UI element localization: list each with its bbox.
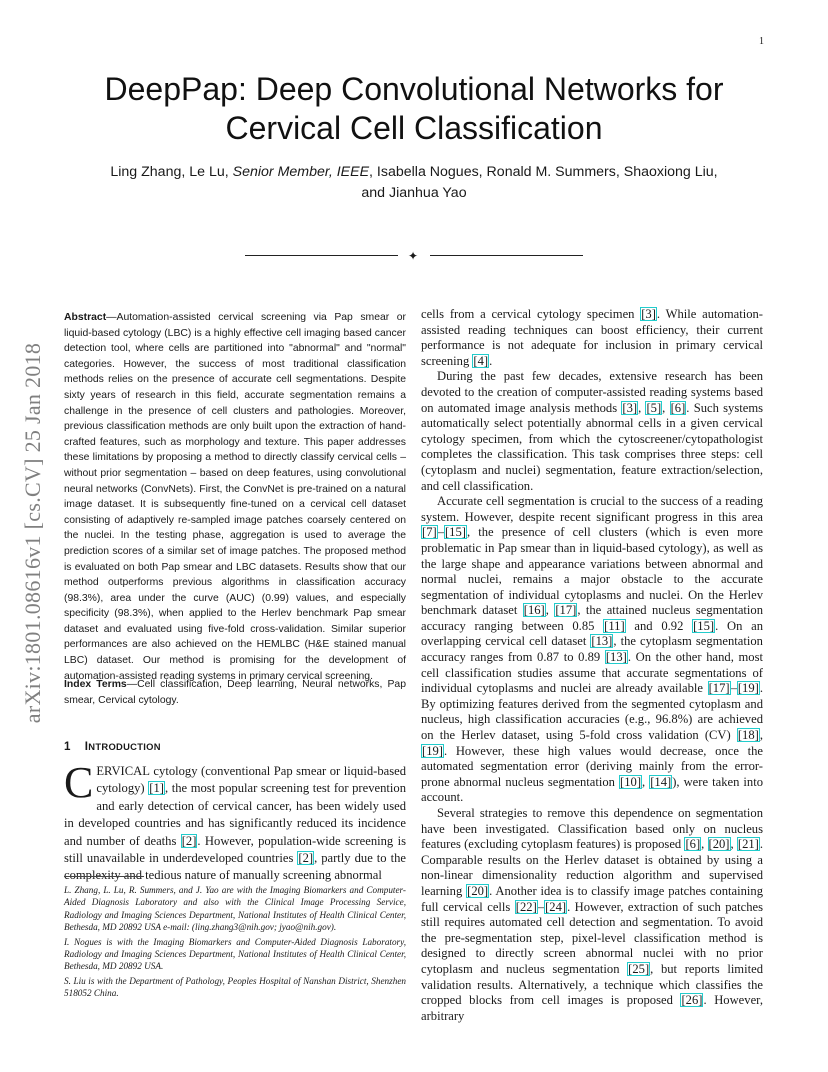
body-text: Accurate cell segmentation is crucial to the success of a reading system. However, despite recent significant progress in this area bbox=[421, 494, 763, 524]
footnote: I. Nogues is with the Imaging Biomarkers and Computer-Aided Diagnosis Laboratory, Radiology and Imaging Sciences Department, National Institutes of Health Clinical Center, Bethesda, MD 20892 USA. bbox=[64, 936, 406, 972]
introduction-paragraph bbox=[64, 758, 406, 885]
citation-link[interactable]: [19] bbox=[422, 743, 443, 758]
body-text: . Comparable results on the Herlev dataset is obtained by using a non-linear dimensionality reduction algorithm and supervised learning bbox=[421, 837, 764, 898]
citation-link[interactable]: [6] bbox=[670, 400, 686, 415]
section-heading-introduction bbox=[64, 740, 161, 753]
body-text: – bbox=[437, 525, 444, 540]
body-text: ), were taken into account. bbox=[421, 774, 764, 805]
body-text: , but reports limited validation results. Alternatively, a technique which classifies the cropped blocks from cell images is proposed bbox=[421, 961, 763, 1008]
authors-text-b: , Isabella Nogues, Ronald M. Summers, Shaoxiong Liu, bbox=[369, 164, 718, 180]
authors-line-1 bbox=[80, 162, 748, 183]
intro-smallcaps: ERVICAL bbox=[96, 764, 150, 778]
body-text: . Such systems automatically select potentially abnormal cells in a given cervical cytology specimen, from which the cytoscreener/cytopathologist completes the classification. This task comprises three steps: cell (cytoplasm and nuclei) segmentation, feature extraction/selection, and cell classification. bbox=[421, 400, 764, 493]
intro-text: , the most popular screening test for prevention and early detection of cervical cancer, has been widely used in developed countries and has significantly reduced its incidence and number of deaths bbox=[64, 781, 406, 848]
citation-link[interactable]: [2] bbox=[181, 833, 197, 848]
footnote: L. Zhang, L. Lu, R. Summers, and J. Yao are with the Imaging Biomarkers and Computer-Aided Diagnosis Laboratory and also with the Clinical Image Processing Service, Radiology and Imaging Sciences Department, National Institutes of Health Clinical Center, Bethesda, MD 20892 USA e-mail: (ling.zhang3@nih.gov; jyao@nih.gov). bbox=[64, 885, 406, 933]
separator-rule-right bbox=[430, 255, 583, 256]
body-text: . By optimizing features derived from the segmented cytoplasm and nucleus, high classification accuracies (e.g., 96.8%) are achieved on the Herlev dataset, using 5-fold cross validation (CV) bbox=[421, 681, 763, 743]
section-number: 1 bbox=[64, 740, 71, 753]
citation-link[interactable]: [10] bbox=[620, 774, 642, 789]
intro-text: cytology (conventional Pap smear or liquid-based cytology) bbox=[96, 764, 406, 796]
body-text: . Another idea is to classify image patches containing full cervical cells bbox=[421, 883, 763, 914]
citation-link[interactable]: [17] bbox=[708, 681, 730, 696]
citation-link[interactable]: [18] bbox=[737, 728, 759, 743]
citation-link[interactable]: [7] bbox=[422, 525, 437, 540]
body-text: . However, arbitrary bbox=[421, 993, 763, 1023]
body-text: . However, extraction of such patches still requires automated cell detection and segmentation. To avoid the pre-segmentation step, pixel-level classification method is designed to directly screen abnormal nuclei with no prior cytoplasm and nucleus segmentation bbox=[421, 899, 763, 976]
footnote-rule bbox=[64, 876, 144, 877]
citation-link[interactable]: [15] bbox=[693, 618, 715, 633]
citation-link[interactable]: [25] bbox=[628, 961, 650, 976]
body-text: , bbox=[759, 728, 763, 743]
citation-link[interactable]: [2] bbox=[298, 851, 314, 866]
body-text: . While automation-assisted reading techniques can boost efficiency, their current performance is not adequate for inclusion in primary cervical screening bbox=[421, 307, 763, 368]
page-number: 1 bbox=[759, 36, 764, 47]
body-text: – bbox=[730, 681, 737, 696]
citation-link[interactable]: [22] bbox=[515, 899, 537, 914]
separator-rule-left bbox=[245, 255, 398, 256]
right-column bbox=[421, 307, 763, 1024]
citation-link[interactable]: [21] bbox=[737, 837, 759, 852]
body-text: , the presence of cell clusters (which is even more problematic in Pap smear than in liquid-based cytology), as well as the large shape and appearance variations between abnormal and normal nuclei, remains a major obstacle to the accurate segmentation of individual cytoplasms and nuclei. On the Herlev benchmark dataset bbox=[421, 525, 763, 618]
citation-link[interactable]: [1] bbox=[149, 781, 164, 796]
authors-line-2: and Jianhua Yao bbox=[361, 185, 467, 201]
intro-text: . However, population-wide screening is still unavailable in underdeveloped countries bbox=[64, 833, 406, 866]
body-text: . bbox=[489, 353, 493, 368]
footnote: S. Liu is with the Department of Pathology, Peoples Hospital of Nanshan District, Shenzhen 518052 China. bbox=[64, 975, 406, 999]
author-list bbox=[80, 162, 748, 204]
section-title-initial: I bbox=[84, 740, 89, 753]
body-text: – bbox=[537, 899, 545, 914]
body-text: , the cytoplasm segmentation accuracy ranges from 0.87 to 0.89 bbox=[421, 634, 763, 665]
authors-text-a: Ling Zhang, Le Lu, bbox=[110, 164, 233, 180]
citation-link[interactable]: [24] bbox=[545, 899, 567, 914]
citation-link[interactable]: [11] bbox=[604, 618, 625, 633]
abstract bbox=[64, 310, 406, 684]
diamond-icon: ✦ bbox=[408, 249, 419, 263]
citation-link[interactable]: [3] bbox=[641, 307, 656, 321]
citation-link[interactable]: [15] bbox=[444, 525, 466, 540]
footnotes bbox=[64, 884, 406, 1002]
authors-membership: Senior Member, IEEE bbox=[232, 164, 370, 180]
citation-link[interactable]: [4] bbox=[473, 353, 489, 368]
paper-title bbox=[80, 70, 748, 148]
body-paragraph bbox=[421, 494, 763, 806]
body-text: , bbox=[701, 837, 708, 852]
body-text: . On an overlapping cervical cell dataset bbox=[421, 618, 763, 649]
index-terms bbox=[64, 677, 406, 708]
citation-link[interactable]: [6] bbox=[685, 837, 701, 852]
body-paragraph bbox=[421, 369, 763, 494]
body-text: , bbox=[545, 603, 555, 618]
body-text: cells from a cervical cytology specimen bbox=[421, 307, 641, 321]
citation-link[interactable]: [16] bbox=[523, 603, 545, 618]
citation-link[interactable]: [13] bbox=[591, 634, 613, 649]
body-text: , bbox=[662, 400, 670, 415]
citation-link[interactable]: [19] bbox=[737, 681, 759, 696]
body-text: During the past few decades, extensive research has been devoted to the creation of computer-assisted reading systems based on automated image analysis methods bbox=[421, 369, 763, 415]
citation-link[interactable]: [5] bbox=[646, 400, 662, 415]
body-paragraph bbox=[421, 806, 763, 1024]
body-text: Several strategies to remove this dependence on segmentation have been investigated. Classification based only on nucleus features (excluding cytoplasm features) is proposed bbox=[421, 806, 763, 852]
body-text: , bbox=[638, 400, 646, 415]
index-terms-text: —Cell classification, Deep learning, Neural networks, Pap smear, Cervical cytology. bbox=[64, 679, 406, 706]
intro-text: , partly due to the complexity and tedious nature of manually screening abnormal bbox=[64, 851, 406, 883]
citation-link[interactable]: [13] bbox=[605, 650, 627, 665]
body-paragraph bbox=[421, 307, 763, 369]
citation-link[interactable]: [26] bbox=[681, 993, 703, 1008]
body-text: , the attained nucleus segmentation accuracy ranging between 0.85 bbox=[421, 603, 764, 633]
abstract-text: —Automation-assisted cervical screening via Pap smear or liquid-based cytology (LBC) is a highly effective cell imaging based cancer detection tool, where cells are partitioned into "abnormal" and "normal" categories. However, the success of most traditional classification methods relies on the presence of accurate cell segmentations. Despite sixty years of research in this field, accurate segmentation remains a challenge in the presence of cell clusters and pathologies. Moreover, previous classification methods are only built upon the extraction of hand-crafted features, such as morphology and texture. This paper addresses these limitations by proposing a method to directly classify cervical cells – without prior segmentation – based on deep features, using convolutional neural networks (ConvNets). First, the ConvNet is pre-trained on a natural image dataset. It is subsequently fine-tuned on a cervical cell dataset consisting of adaptively re-sampled image patches coarsely centered on the nuclei. In the testing phase, aggregation is used to average the prediction scores of a similar set of image patches. The proposed method is evaluated on both Pap smear and LBC datasets. Results show that our method outperforms previous algorithms in classification accuracy (98.3%), area under the curve (AUC) (0.99) values, and especially specificity (98.3%), when applied to the Herlev benchmark Pap smear dataset and evaluated using five-fold cross-validation. Similar superior performances are also achieved on the HEMLBC (H&E stained manual LBC) dataset. Our method is promising for the development of automation-assisted reading systems in primary cervical screening. bbox=[64, 312, 406, 682]
citation-link[interactable]: [20] bbox=[708, 837, 730, 852]
arxiv-identifier-stamp[interactable] bbox=[22, 300, 44, 765]
arxiv-identifier-text: arXiv:1801.08616v1 [cs.CV] 25 Jan 2018 bbox=[20, 342, 46, 723]
citation-link[interactable]: [17] bbox=[555, 603, 577, 618]
body-text: and 0.92 bbox=[625, 618, 693, 633]
title-separator bbox=[245, 250, 583, 262]
index-terms-label: Index Terms bbox=[64, 679, 127, 690]
abstract-label: Abstract bbox=[64, 312, 107, 323]
citation-link[interactable]: [14] bbox=[650, 774, 672, 789]
title-line-2: Cervical Cell Classification bbox=[225, 110, 603, 146]
body-text: . On the other hand, most cell classification studies assume that accurate segmentations of individual cytoplasms and nuclei are already available bbox=[421, 650, 763, 696]
drop-cap: C bbox=[64, 758, 94, 807]
citation-link[interactable]: [20] bbox=[467, 883, 489, 898]
section-title-rest: NTRODUCTION bbox=[88, 741, 161, 752]
title-line-1: DeepPap: Deep Convolutional Networks for bbox=[104, 71, 724, 107]
body-text: . However, these high values would decrease, once the automated segmentation error (deriving mainly from the error-prone abnormal nucleus segmentation bbox=[421, 743, 763, 789]
citation-link[interactable]: [3] bbox=[622, 400, 638, 415]
body-text: , bbox=[642, 774, 650, 789]
body-text: , bbox=[730, 837, 737, 852]
